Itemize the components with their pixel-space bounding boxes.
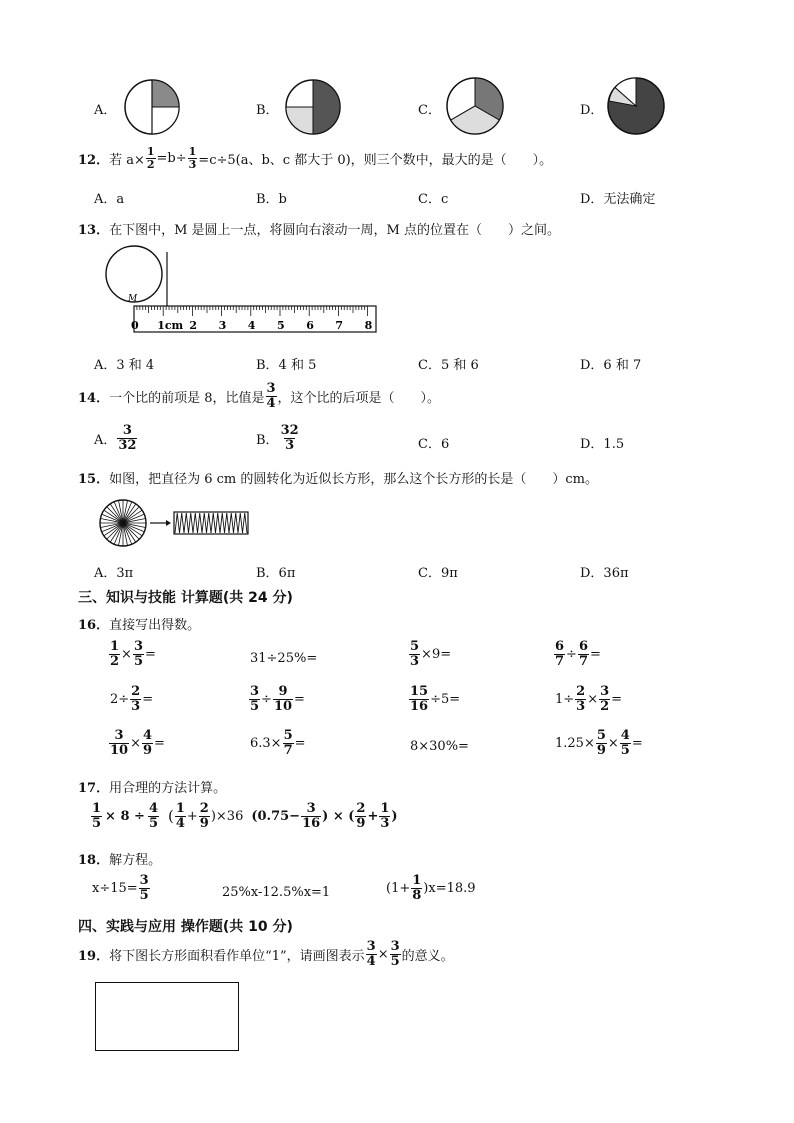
q12-text-mid: =b÷	[156, 150, 187, 166]
q16-item-8: 1÷ $\frac{2}{3}$ × $\frac{3}{2}$ =	[555, 684, 623, 714]
option-a-label: A．	[94, 103, 117, 118]
question-13	[78, 219, 560, 238]
circle-to-rectangle-figure	[98, 498, 254, 548]
fraction: $\frac{3}{32}$	[118, 423, 137, 453]
question-number: 18．	[78, 853, 110, 868]
q16-item-6: $\frac{3}{5}$ ÷ $\frac{9}{10}$ =	[250, 684, 305, 714]
fraction: $\frac{32}{3}$	[280, 423, 299, 453]
question-number: 19．	[78, 948, 110, 964]
question-number: 15．	[78, 472, 110, 487]
q14-option-d: D．1.5	[580, 437, 625, 452]
q16-item-10: 6.3× $\frac{5}{7}$ =	[250, 728, 306, 758]
ruler-label: 3	[218, 319, 227, 332]
q16-text: 直接写出得数。	[109, 618, 201, 633]
option-c-label: C．	[418, 103, 441, 118]
question-number: 13．	[78, 223, 110, 238]
q16-item-4: $\frac{6}{7}$ ÷ $\frac{6}{7}$ =	[555, 639, 601, 669]
q15-text: 如图，把直径为 6 cm 的圆转化为近似长方形，那么这个长方形的长是（ ）cm。	[109, 472, 598, 487]
q13-option-d: D．6 和 7	[580, 358, 642, 373]
q12-text-pre: 若 a×	[109, 152, 145, 168]
q16-item-12: 1.25× $\frac{5}{9}$ × $\frac{4}{5}$ =	[555, 728, 643, 758]
ruler-label: 2	[189, 319, 198, 332]
q14-text-post: ，这个比的后项是（ ）。	[277, 390, 441, 406]
q16-item-5: 2÷ $\frac{2}{3}$ =	[110, 684, 154, 714]
arrow-head-icon	[166, 520, 171, 526]
ruler-label: 1cm	[157, 319, 184, 332]
ruler-label: 5	[277, 319, 285, 332]
ruler-label: 6	[306, 319, 314, 332]
fraction: $\frac{1}{3}$	[188, 145, 197, 171]
q15-option-a: A．3π	[94, 566, 134, 581]
ruler-label: 0	[131, 319, 139, 332]
question-number: 16．	[78, 618, 110, 633]
q18-equation-1: x÷15= $\frac{3}{5}$	[92, 873, 149, 903]
q16-item-2: 31÷25%=	[250, 651, 318, 666]
q18-equation-2: 25%x-12.5%x=1	[222, 885, 331, 900]
question-number: 12．	[78, 152, 110, 168]
q12-option-d: D．无法确定	[580, 192, 656, 207]
ruler-label: 4	[247, 319, 256, 332]
q18-text: 解方程。	[109, 853, 162, 868]
question-17	[78, 777, 226, 796]
fraction: $\frac{3}{4}$	[266, 381, 276, 411]
q13-option-c: C．5 和 6	[418, 358, 479, 373]
pie-chart-a	[123, 79, 181, 135]
fraction: $\frac{1}{2}$	[146, 145, 155, 171]
q14-option-a: A． $\frac{3}{32}$	[94, 423, 137, 453]
option-d-label: D．	[580, 103, 604, 118]
q12-option-a: A．a	[94, 192, 125, 207]
q19-text-pre: 将下图长方形面积看作单位“1”，请画图表示	[109, 948, 365, 964]
ruler-label: 8	[364, 319, 373, 332]
q15-option-c: C．9π	[418, 566, 458, 581]
q16-item-11: 8×30%=	[410, 739, 469, 754]
section-3-heading: 三、知识与技能 计算题(共 24 分)	[78, 590, 293, 606]
pie-chart-b	[284, 79, 342, 135]
q12-option-c: C．c	[418, 192, 449, 207]
question-19: 19． 将下图长方形面积看作单位“1”，请画图表示 $\frac{3}{4}$ × $\frac{3}{5}$ 的意义。	[78, 939, 454, 969]
question-16	[78, 614, 200, 633]
q16-item-9: $\frac{3}{10}$ × $\frac{4}{9}$ =	[110, 728, 165, 758]
q17-text: 用合理的方法计算。	[109, 781, 227, 796]
question-number: 17．	[78, 781, 110, 796]
q16-item-1: $\frac{1}{2}$ × $\frac{3}{5}$ =	[110, 639, 156, 669]
q13-text: 在下图中，M 是圆上一点，将圆向右滚动一周，M 点的位置在（ ）之间。	[109, 223, 560, 238]
pie-chart-c	[446, 77, 504, 135]
point-m-label: M	[128, 294, 138, 304]
question-14	[78, 382, 440, 410]
q13-option-a: A．3 和 4	[94, 358, 155, 373]
q14-text-pre: 一个比的前项是 8，比值是	[109, 390, 265, 406]
q12-option-b: B．b	[256, 192, 287, 207]
q14-option-b: B． $\frac{32}{3}$	[256, 423, 299, 453]
q14-option-c: C．6	[418, 437, 450, 452]
q16-item-7: $\frac{15}{16}$ ÷5=	[410, 684, 461, 714]
unit-rectangle[interactable]	[95, 982, 239, 1051]
q19-text-post: 的意义。	[401, 948, 454, 964]
q13-option-b: B．4 和 5	[256, 358, 317, 373]
q15-option-b: B．6π	[256, 566, 296, 581]
question-18	[78, 849, 161, 868]
question-15	[78, 468, 598, 487]
rolling-circle-ruler-figure	[100, 244, 380, 336]
q18-equation-3: (1+ $\frac{1}{8}$ )x=18.9	[386, 873, 476, 903]
q16-item-3: $\frac{5}{3}$ ×9=	[410, 639, 452, 669]
question-number: 14．	[78, 390, 110, 406]
section-4-heading: 四、实践与应用 操作题(共 10 分)	[78, 919, 293, 935]
pie-chart-d	[607, 77, 665, 135]
ruler-label: 7	[335, 319, 344, 332]
q15-option-d: D．36π	[580, 566, 629, 581]
q12-text-post: =c÷5(a、b、c 都大于 0)，则三个数中，最大的是（ ）。	[198, 152, 553, 168]
question-12	[78, 146, 552, 170]
q17-expressions: $\frac{1}{5}$ × 8 ÷ $\frac{4}{5}$ ( $\frac{1}{4}$ + $\frac{2}{9}$ )×36 (0.75− $\frac{3}{16}$ ) × ( $\frac{2}{9}$ + $\frac{1}{3}$ )	[92, 801, 398, 831]
option-b-label: B．	[256, 103, 279, 118]
